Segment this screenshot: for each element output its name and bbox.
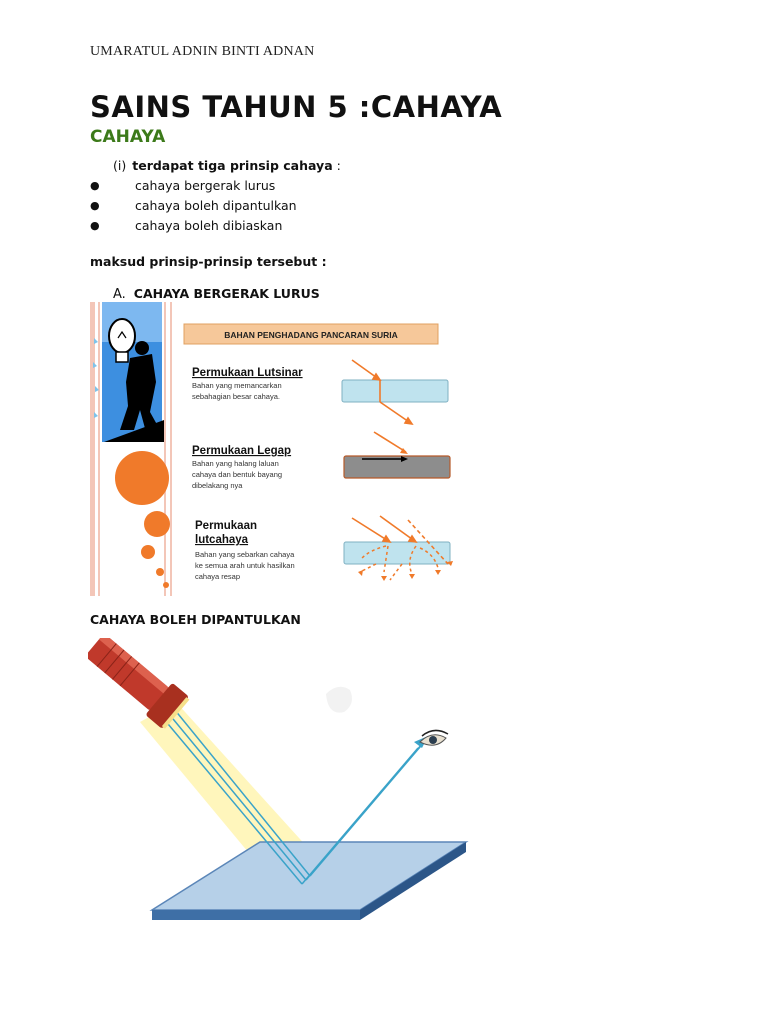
intro-number: (i) xyxy=(113,158,127,173)
principle-list xyxy=(90,176,297,236)
list-item: ● cahaya boleh dibiaskan xyxy=(90,216,297,236)
material-name: Permukaan Legap xyxy=(192,445,292,457)
intro-colon: : xyxy=(332,158,341,173)
decor-stripe xyxy=(90,302,95,596)
section-heading: CAHAYA xyxy=(90,127,166,147)
list-item: ● cahaya bergerak lurus xyxy=(90,176,297,196)
decor-circle xyxy=(115,451,169,505)
page-title: SAINS TAHUN 5 :CAHAYA xyxy=(90,90,503,124)
bullet-icon: ● xyxy=(90,219,100,232)
section-a-heading xyxy=(113,286,320,302)
material-desc: dibelakang nya xyxy=(192,481,243,490)
list-item: ● cahaya boleh dipantulkan xyxy=(90,196,297,216)
decor-circle xyxy=(156,568,164,576)
explanation-heading: maksud prinsip-prinsip tersebut : xyxy=(90,254,327,269)
section-b-heading: CAHAYA BOLEH DIPANTULKAN xyxy=(90,612,301,627)
reflection-figure xyxy=(88,638,470,926)
decor-circle xyxy=(141,545,155,559)
material-name: Permukaan xyxy=(195,520,258,532)
light-materials-figure xyxy=(90,302,468,596)
decor-stripe xyxy=(98,302,100,596)
transparent-surface xyxy=(342,380,448,402)
man-with-bulb-icon xyxy=(102,302,164,442)
material-desc: cahaya resap xyxy=(195,572,241,581)
section-letter: A. xyxy=(113,287,126,302)
decor-circle xyxy=(163,582,169,588)
intro-text: terdapat tiga prinsip cahaya xyxy=(132,158,333,173)
section-a-text: CAHAYA BERGERAK LURUS xyxy=(133,286,320,301)
decor-stripe xyxy=(170,302,172,596)
decor-circle xyxy=(144,511,170,537)
material-name: lutcahaya xyxy=(195,534,249,546)
intro-line xyxy=(113,158,341,173)
material-name: Permukaan Lutsinar xyxy=(192,367,303,379)
material-desc: Bahan yang sebarkan cahaya xyxy=(195,550,295,559)
material-desc: Bahan yang halang laluan xyxy=(192,459,279,468)
bullet-icon: ● xyxy=(90,179,100,192)
material-desc: cahaya dan bentuk bayang xyxy=(192,470,283,479)
material-desc: Bahan yang memancarkan xyxy=(192,381,282,390)
decor-stripe xyxy=(164,302,166,596)
material-desc: sebahagian besar cahaya. xyxy=(192,392,280,401)
banner-text: BAHAN PENGHADANG PANCARAN SURIA xyxy=(224,330,398,340)
author-name: UMARATUL ADNIN BINTI ADNAN xyxy=(90,44,315,59)
material-desc: ke semua arah untuk hasilkan xyxy=(195,561,295,570)
bullet-icon: ● xyxy=(90,199,100,212)
